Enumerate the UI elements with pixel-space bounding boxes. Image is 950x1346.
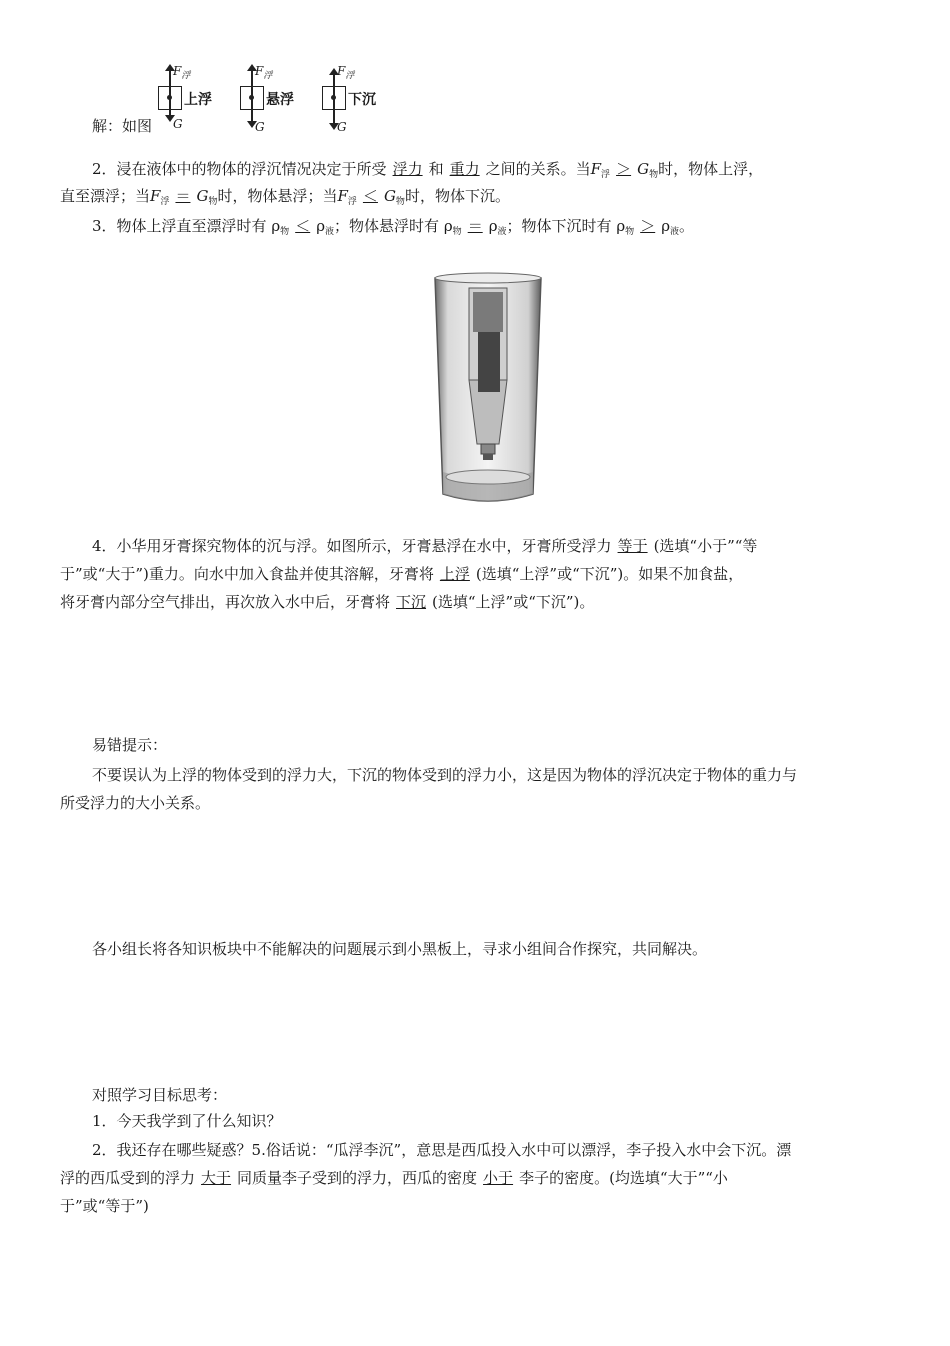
q2-blank3: ＞: [616, 160, 632, 178]
q4-blank1: 等于: [617, 537, 648, 555]
buoyancy-label: $F_浮$: [255, 64, 273, 81]
glass-toothpaste-image: [433, 272, 543, 512]
reflect-item2: 2．我还存在哪些疑惑？5.俗话说：“瓜浮李沉”，意思是西瓜投入水中可以漂浮，李子投入水中会下沉。漂: [92, 1141, 792, 1159]
arrow-up-icon: [247, 64, 257, 71]
reflect-item2-line3: 于”或“等于”): [60, 1197, 149, 1215]
reflect-blank2: 小于: [483, 1169, 514, 1187]
reflect-title: 对照学习目标思考：: [92, 1086, 228, 1104]
reflect-item1: 1．今天我学到了什么知识？: [92, 1112, 282, 1130]
reflect-blank1: 大于: [201, 1169, 232, 1187]
q2-blank2: 重力: [449, 160, 480, 178]
tip-title: 易错提示：: [92, 736, 168, 754]
group-task: 各小组长将各知识板块中不能解决的问题展示到小黑板上，寻求小组间合作探究，共同解决。: [92, 940, 708, 958]
q2-blank5: ＜: [362, 187, 378, 205]
q3-line: 3．物体上浮直至漂浮时有 $\rho_物 < \rho_液$；物体悬浮时有 $\rho_物 = \rho_液$；物体下沉时有 $\rho_物 > \rho_液$。: [92, 217, 695, 237]
buoyancy-label: $F_浮$: [173, 64, 191, 81]
q4-blank2: 上浮: [439, 565, 470, 583]
q4-line3: 将牙膏内部分空气排出，再次放入水中后，牙膏将 下沉 (选填“上浮”或“下沉”)。: [60, 593, 595, 611]
gravity-label: G: [255, 120, 265, 134]
diagram-intro: 解：如图: [92, 117, 153, 135]
tip-line2: 所受浮力的大小关系。: [60, 794, 211, 812]
q3-blank1: ＜: [295, 217, 311, 235]
q4-blank3: 下沉: [396, 593, 427, 611]
q4-line1: 4．小华用牙膏探究物体的沉与浮。如图所示，牙膏悬浮在水中，牙膏所受浮力 等于 (选填“小于”“等: [92, 537, 758, 555]
q2-line1: 2．浸在液体中的物体的浮沉情况决定于所受 浮力 和 重力 之间的关系。当$F_浮 > G_物$时，物体上浮，: [92, 160, 764, 180]
state-label-rise: 上浮: [184, 92, 212, 108]
tip-line1: 不要误认为上浮的物体受到的浮力大，下沉的物体受到的浮力小，这是因为物体的浮沉决定于物体的重力与: [92, 766, 798, 784]
state-label-sink: 下沉: [348, 92, 376, 108]
gravity-label: G: [173, 117, 183, 131]
q2-blank4: ＝: [175, 187, 191, 205]
reflect-item2-line2: 浮的西瓜受到的浮力 大于 同质量李子受到的浮力，西瓜的密度 小于 李子的密度。(均选填“大于”“小: [60, 1169, 728, 1187]
q2-blank1: 浮力: [392, 160, 423, 178]
arrow-up-icon: [329, 68, 339, 75]
gravity-label: G: [337, 120, 347, 134]
q3-blank2: ＝: [467, 217, 483, 235]
state-label-suspend: 悬浮: [266, 92, 294, 108]
q4-line2: 于”或“大于”)重力。向水中加入食盐并使其溶解，牙膏将 上浮 (选填“上浮”或“下沉”)。如果不加食盐，: [60, 565, 744, 583]
buoyancy-label: $F_浮$: [337, 64, 355, 81]
q2-line2: 直至漂浮；当$F_浮 = G_物$时，物体悬浮；当$F_浮 < G_物$时，物体下沉。: [60, 187, 510, 207]
arrow-up-icon: [165, 64, 175, 71]
q3-blank3: ＞: [640, 217, 656, 235]
